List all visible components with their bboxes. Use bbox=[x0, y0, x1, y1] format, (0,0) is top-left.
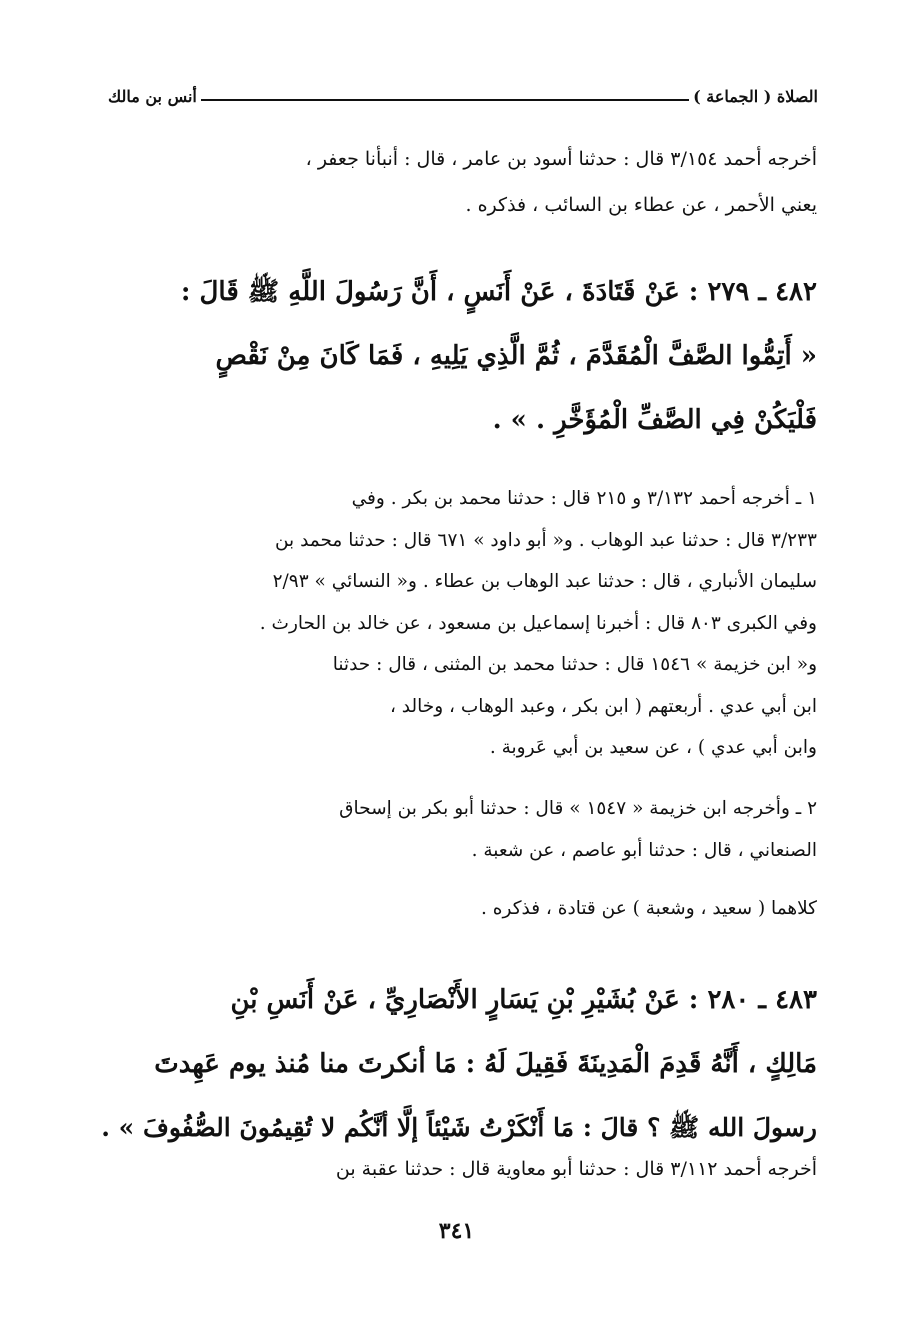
footnote-1-line: ١ ـ أخرجه أحمد ٣/١٣٢ و ٢١٥ قال : حدثنا محمد بن بكر . وفي bbox=[351, 488, 817, 509]
header-rule bbox=[201, 99, 689, 101]
footnote-1-line: ٣/٢٣٣ قال : حدثنا عبد الوهاب . و« أبو داود » ٦٧١ قال : حدثنا محمد بن bbox=[274, 529, 817, 551]
summary-note bbox=[98, 888, 817, 930]
final-ref-line: أخرجه أحمد ٣/١١٢ قال : حدثنا أبو معاوية قال : حدثنا عقبة بن bbox=[335, 1158, 817, 1180]
intro-reference bbox=[98, 136, 817, 228]
footnote-1-line: سليمان الأنباري ، قال : حدثنا عبد الوهاب بن عطاء . و« النسائي » ٢/٩٣ bbox=[272, 571, 817, 592]
intro-ref-line: أخرجه أحمد ٣/١٥٤ قال : حدثنا أسود بن عامر ، قال : أنبأنا جعفر ، bbox=[305, 148, 817, 170]
header-chapter-title: الصلاة ( الجماعة ) bbox=[693, 86, 818, 106]
footnote-1-line: ابن أبي عدي . أربعتهم ( ابن بكر ، وعبد الوهاب ، وخالد ، bbox=[389, 695, 817, 717]
hadith-483 bbox=[98, 968, 817, 1160]
hadith-483-line: ٤٨٣ ـ ٢٨٠ : عَنْ بُشَيْرِ بْنِ يَسَارٍ الأَنْصَارِيِّ ، عَنْ أَنَسِ بْنِ bbox=[230, 985, 817, 1015]
page-number: ٣٤١ bbox=[438, 1218, 475, 1244]
hadith-482-line: « أَتِمُّوا الصَّفَّ الْمُقَدَّمَ ، ثُمَّ الَّذِي يَلِيهِ ، فَمَا كَانَ مِنْ نَقْصٍ bbox=[215, 341, 817, 371]
hadith-482-line: ٤٨٢ ـ ٢٧٩ : عَنْ قَتَادَةَ ، عَنْ أَنَسٍ ، أَنَّ رَسُولَ اللَّهِ ﷺ قَالَ : bbox=[180, 277, 817, 307]
header-section-title: أنس بن مالك bbox=[108, 86, 197, 106]
footnote-2 bbox=[98, 788, 817, 871]
hadith-482 bbox=[98, 260, 817, 452]
footnote-1-line: وفي الكبرى ٨٠٣ قال : أخبرنا إسماعيل بن مسعود ، عن خالد بن الحارث . bbox=[259, 612, 817, 634]
running-header bbox=[108, 82, 818, 110]
footnote-1-line: و« ابن خزيمة » ١٥٤٦ قال : حدثنا محمد بن المثنى ، قال : حدثنا bbox=[332, 654, 817, 675]
hadith-483-line: رسولَ الله ﷺ ؟ قالَ : مَا أَنْكَرْتُ شَيْئاً إلَّا أنَّكُم لا تُقِيمُونَ الصُّفُوفَ » . bbox=[101, 1113, 817, 1142]
footnote-2-line: ٢ ـ وأخرجه ابن خزيمة « ١٥٤٧ » قال : حدثنا أبو بكر بن إسحاق bbox=[339, 798, 817, 819]
footnote-1 bbox=[98, 478, 817, 769]
footnote-2-line: الصنعاني ، قال : حدثنا أبو عاصم ، عن شعبة . bbox=[471, 839, 817, 861]
hadith-483-line: مَالِكٍ ، أَنَّهُ قَدِمَ الْمَدِينَةَ فَقِيلَ لَهُ : مَا أنكرتَ منا مُنذ يوم عَهِدتَ bbox=[154, 1049, 817, 1079]
footnote-1-line: وابن أبي عدي ) ، عن سعيد بن أبي عَروبة . bbox=[489, 737, 817, 758]
intro-ref-line: يعني الأحمر ، عن عطاء بن السائب ، فذكره . bbox=[465, 194, 817, 216]
hadith-482-line: فَلْيَكُنْ فِي الصَّفِّ الْمُؤَخَّرِ . » . bbox=[492, 405, 817, 435]
summary-line: كلاهما ( سعيد ، وشعبة ) عن قتادة ، فذكره . bbox=[481, 898, 817, 919]
final-reference bbox=[98, 1146, 817, 1192]
